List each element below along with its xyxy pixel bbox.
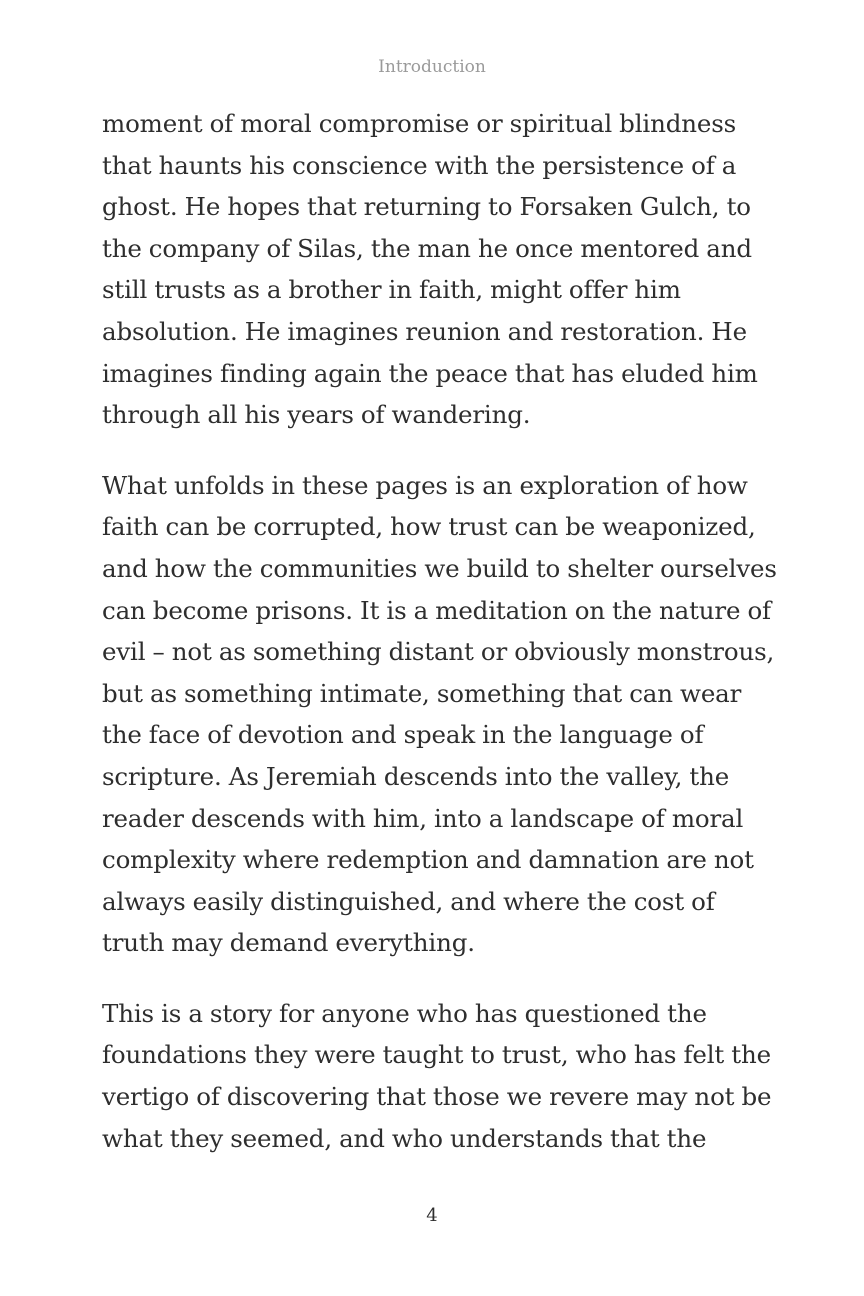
paragraph-1: moment of moral compromise or spiritual blindness that haunts his conscience with the persistence of a ghost. He hopes that returning to Forsaken Gulch, to the company of Silas, the man he once mentored and still trusts as a brother in faith, might offer him absolution. He imagines reunion and restoration. He imagines finding again the peace that has eluded him through all his years of wandering. xyxy=(102,109,758,430)
body-text xyxy=(102,103,782,1159)
running-header-title: Introduction xyxy=(378,57,486,77)
page-number: 4 xyxy=(426,1205,438,1226)
paragraph-2: What unfolds in these pages is an exploration of how faith can be corrupted, how trust can be weaponized, and how the communities we build to shelter ourselves can become prisons. It is a meditation on the nature of evil – not as something distant or obviously monstrous, but as something intimate, something that can wear the face of devotion and speak in the language of scripture. As Jeremiah descends into the valley, the reader descends with him, into a landscape of moral complexity where redemption and damnation are not always easily distinguished, and where the cost of truth may demand everything. xyxy=(102,470,777,958)
paragraph-3: This is a story for anyone who has questioned the foundations they were taught to trust, who has felt the vertigo of discovering that those we revere may not be what they seemed, and who understands that the xyxy=(102,998,772,1153)
